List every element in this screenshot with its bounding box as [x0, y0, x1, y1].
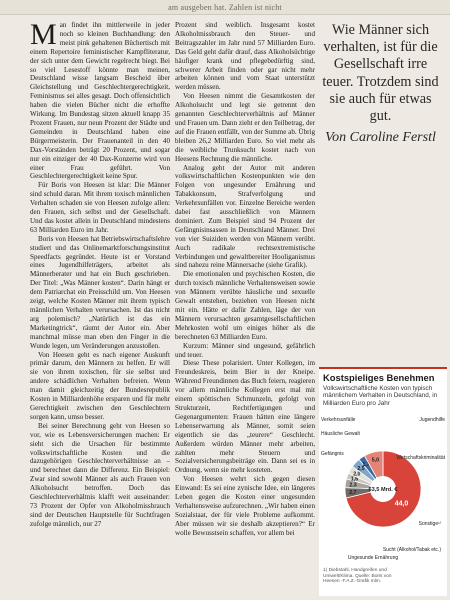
- slice-value-label: 2,3: [349, 482, 357, 489]
- chart-title: Kostspieliges Benehmen: [323, 372, 435, 383]
- slice-value-label: 2,7: [349, 490, 357, 497]
- article-paragraph: Man findet ihn mittlerweile in jeder noch so kleinen Buchhandlung: den meist pink gehaltenen Büchertisch mit einem Repertoire feministischer Kampfliteratur, der sich unter dem Gewicht regelrecht biegt. Bei so viel Lesestoff könnte man meinen, Deutschland wisse langsam Bescheid über Gleichstellung und Geschlechtergerechtigkeit, Feminismus sei alles gesagt. Doch offensichtlich haben die vielen Bücher nicht die erhoffte Wirkung. Im Bundestag sitzen aktuell knapp 35 Prozent Frauen, nur neun Prozent der Städte und Gemeinden in Deutschland haben eine Bürgermeisterin. Der Frauenanteil in den 40 Dax-Vorständen beträgt 20 Prozent, und sogar nur ein einziger der 40 Dax-Konzerne wird von einer Frau geführt. Von Geschlechtergerechtigkeit keine Spur.: [30, 21, 170, 181]
- slice-value-label: 2,5: [357, 466, 365, 472]
- slice-category-label: Sonstige¹⁾: [418, 521, 441, 527]
- quote-author: Von Caroline Ferstl: [325, 130, 436, 146]
- slice-category-label: Jugendhilfe: [419, 417, 445, 423]
- drop-cap: M: [30, 21, 57, 51]
- article-paragraph: Von Heesen wehrt sich gegen diesen Einwand: Es sei eine zynische Idee, ein längeres Leben gegen die Kosten einer ungesunden Verhaltensweise aufzurechnen. „Wir haben einen Sozialstaat, der für viele Probleme aufkommt. Aber müssen wir sie deshalb akzeptieren?“ Er wolle Bewusstsein schaffen, vor allem bei: [175, 475, 315, 537]
- slice-category-label: Sucht (Alkohol/Tabak etc.): [382, 547, 441, 553]
- top-page-strip: [0, 0, 450, 15]
- article-paragraph: Analog geht der Autor mit anderen volkswirtschaftlichen Kostenpunkten wie den Folgen von ungesunder Ernährung und Tabakkonsum, Strafverfolgung und Verkehrsunfällen vor. Einzelne Bereiche werden dabei fast ausschließlich von Männern dominiert. Zum Beispiel sind 94 Prozent der Gefängnisinsassen in Deutschland Männer. Drei von vier Suiziden werden von Männern verübt. Auch radikale rechtsextremistische Verbindungen und gewaltbereiter Hooliganismus sind nahezu reine Männersache (siehe Grafik).: [175, 163, 315, 270]
- slice-category-label: Ungesunde Ernährung: [347, 555, 399, 561]
- article-column-2: [175, 21, 315, 594]
- cost-chart-box: [319, 367, 447, 596]
- slice-category-label: Gefängnis: [321, 451, 344, 457]
- slice-value-label: 44,0: [394, 500, 409, 508]
- chart-source-note: 1) Diebstahl, Handgreifen und Umwelt/Klima. Quelle: Boris von Heesen ·F.A.Z.-Grafik mlm.: [323, 568, 392, 585]
- article-paragraph: Von Heesen geht es nach eigener Auskunft primär darum, den Männern zu helfen. Er will sie von ihrem toxischen, für sie selbst und andere schädlichen Verhalten befreien. Wenn man damit gleichzeitig der Bundesrepublik Kosten in Milliardenhöhe ersparen und für mehr Gerechtigkeit zwischen den Geschlechtern sorgen kann, umso besser.: [30, 350, 170, 421]
- article-paragraph: Diese These polarisiert. Unter Kollegen, im Freundeskreis, beim Bier in der Kneipe. Während Freundinnen das Buch feiern, reagieren vor allem männliche Kollegen erst mal mit einem spöttischen Schmunzeln, gefolgt von Strukturzeit, Rechtfertigungen und Gegenargumenten: Frauen hätten eine längere Lebenserwartung als Männer, somit seien eigentlich sie das „teurere“ Geschlecht. Außerdem würden Männer mehr arbeiten, zahlten mehr Steuern und Sozialversicherungsbeiträge ein. Dann sei es in Ordnung, wenn sie mehr kosteten.: [175, 359, 315, 475]
- slice-value-label: 1,7: [362, 461, 370, 468]
- article-paragraph: Von Heesen nimmt die Gesamtkosten der Alkoholsucht und legt sie getrennt den genannten Geschlechterverhältnis auf Männer und Frauen um. Dann zieht er den Teilbetrag, der auf die Frauen entfällt, von der Summe ab. Übrig bleiben 26,2 Milliarden Euro. So viel mehr als die weibliche Trunksucht kostet nach von Heesens Rechnung die männliche.: [175, 92, 315, 163]
- chart-subtitle: Volkswirtschaftliche Kosten von typisch männlichem Verhalten in Deutschland, in Milliarden Euro pro Jahr: [323, 385, 438, 407]
- quote-text: Wie Männer sich verhalten, ist für die Gesellschaft irre teuer. Trotzdem sind sie auch für etwas gut.: [322, 22, 439, 125]
- article-paragraph: Bei seiner Berechnung geht von Heesen so vor, wie es Lebensversicherungen machen: Er sieht sich die Ursachen für bestimmte volkswirtschaftliche Kosten und die dazugehörigen Geschlechterverhältnisse an – und berechnet dann die Differenz. Ein Beispiel: Zwar sind sowohl Männer als auch Frauen von Alkoholsucht betroffen. Doch das Geschlechterverhältnis klafft weit auseinander: 73 Prozent der Opfer von Alkoholmissbrauch sind der Deutschen Hauptstelle für Suchtfragen zufolge männlich, nur 27: [30, 421, 170, 528]
- slice-category-label: Wirtschaftskriminalität: [396, 455, 445, 461]
- slice-category-label: Häusliche Gewalt: [321, 431, 360, 437]
- article-column-1: [30, 21, 170, 594]
- slice-value-label: 2,0: [353, 471, 361, 478]
- cost-pie-chart: [319, 413, 447, 563]
- pie-total-label: 63,5 Mrd. €: [368, 487, 398, 493]
- article-paragraph: Boris von Heesen hat Betriebswirtschaftslehre studiert und das Onlinemarktforschungsinstitut Speedfacts gegründet. Heute ist er Vorstand eines Jugendhilfeträgers, arbeitet als Männerberater und hat ein Buch geschrieben. Der Titel: „Was Männer kosten“. Darin hängt er dem Patriarchat ein Preisschild um. Von Heesen zeigt, welche Kosten Männer mit ihrem typisch männlichen Verhalten verursachen. Ist das nicht arg polemisch? „Natürlich ist das ein Marketingtrick“, räumt der Autor ein. Aber manchmal müsse man eben den Finger in die Wunde legen, um Veränderungen anzustoßen.: [30, 234, 170, 350]
- article-paragraph: Prozent sind weiblich. Insgesamt kostet Alkoholmissbrauch den Steuer- und Beitragszahler im Jahr rund 57 Milliarden Euro. Das Geld geht dafür drauf, dass Alkoholsüchtige häufiger krank und pflegebedürftig sind, schwerer Arbeit finden oder gar nicht mehr arbeiten können und vom Staat unterstützt werden müssen.: [175, 21, 315, 92]
- article-paragraph: Die emotionalen und psychischen Kosten, die durch toxisch männliche Verhaltensweisen sowie von Männern verübte häusliche und sexuelle Gewalt entstehen, beziehen von Heesen nicht mit ein. Hätte er dafür Zahlen, läge der von Männern verursachten gesamtgesellschaftlichen Mehrkosten wohl um einiges höher als die berechneten 63 Milliarden Euro.: [175, 270, 315, 341]
- slice-value-label: 5,0: [371, 457, 380, 464]
- slice-category-label: Verkehrsunfälle: [321, 417, 356, 423]
- pull-quote: [318, 22, 443, 146]
- top-strip-text: am ausgeben hat. Zahlen ist nicht: [168, 2, 282, 12]
- slice-value-label: 1,6: [350, 476, 359, 483]
- article-paragraph: Kurzum: Männer sind ungesund, gefährlich und teuer.: [175, 341, 315, 359]
- article-paragraph: Für Boris von Heesen ist klar: Die Männer sind schuld daran. Mit ihrem toxisch männlichen Verhalten schaden sie von Heesen zufolge allen: den Frauen, sich selbst und der Gesellschaft. Und das kostet allein in Deutschland mindestens 63 Milliarden Euro im Jahr.: [30, 181, 170, 234]
